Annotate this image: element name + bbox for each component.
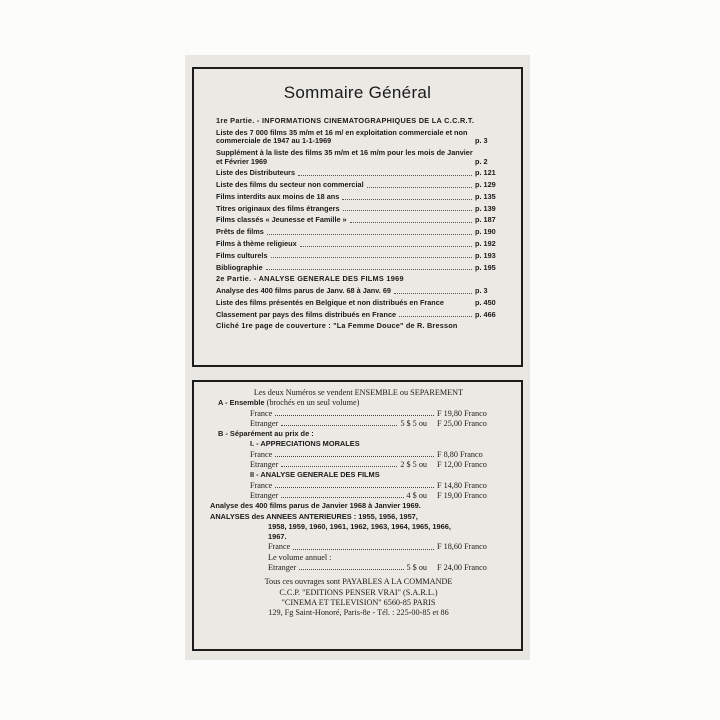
dot-leader	[399, 316, 472, 317]
price-row	[250, 409, 507, 419]
price-label: France	[268, 542, 291, 552]
price-dollar: 4 $ ou	[406, 490, 427, 500]
toc-entry	[216, 252, 507, 261]
dot-leader	[275, 450, 434, 457]
toc-entry-page: p. 3	[475, 285, 488, 295]
summary-title: Sommaire Général	[283, 83, 432, 102]
toc-entry	[216, 181, 507, 190]
toc-entry-page: p. 129	[475, 180, 496, 190]
toc-entry	[216, 228, 507, 237]
section-b-label: B - Séparément au prix de :	[218, 429, 314, 439]
annual-label: Le volume annuel :	[268, 552, 332, 562]
pricing-box	[192, 380, 523, 651]
toc-entry-page: p. 466	[475, 309, 496, 319]
dot-leader	[343, 210, 472, 211]
toc-entry	[216, 149, 507, 166]
price-label: Etranger	[250, 460, 279, 470]
dot-leader	[293, 542, 434, 549]
toc-entry-text: Liste des films présentés en Belgique et non distribués en France	[216, 297, 444, 307]
toc-entry-page: p. 193	[475, 250, 496, 260]
dot-leader	[271, 257, 473, 258]
section-a-note: (brochés en un seul volume)	[266, 398, 360, 408]
price-label: France	[250, 449, 273, 459]
previous-years-line2: 1958, 1959, 1960, 1961, 1962, 1963, 1964, 1965, 1966,	[268, 521, 451, 531]
part1-heading: 1re Partie. - INFORMATIONS CINEMATOGRAPHIQUES DE LA C.C.R.T.	[216, 116, 475, 125]
summary-box	[192, 67, 523, 367]
toc-entry-page: p. 135	[475, 191, 496, 201]
previous-years-line3: 1967.	[268, 532, 287, 542]
toc-entry-page: p. 450	[475, 297, 496, 307]
price-franc: F 12,00 Franco	[437, 460, 487, 470]
footer-ccp: C.C.P. "EDITIONS PENSER VRAI" (S.A.R.L.)	[279, 587, 438, 597]
dot-leader	[367, 187, 472, 188]
price-franc: F 18,60 Franco	[437, 542, 487, 552]
footer-address: 129, Fg Saint-Honoré, Paris-8e - Tél. : 225-00-85 et 86	[268, 608, 449, 618]
toc-entry-page: p. 190	[475, 227, 496, 237]
previous-years-line1: ANALYSES des ANNEES ANTERIEURES : 1955, 1956, 1957,	[210, 511, 418, 521]
price-franc: F 14,80 Franco	[437, 480, 487, 490]
section-a	[210, 398, 507, 408]
dot-leader	[300, 246, 472, 247]
price-label: France	[250, 408, 273, 418]
price-label: France	[250, 480, 273, 490]
price-row	[268, 563, 507, 573]
price-dollar: 5 $ 5 ou	[400, 418, 427, 428]
section-b2-prices	[210, 481, 507, 502]
toc-entry-text: Analyse des 400 films parus de Janv. 68 à Janv. 69	[216, 285, 391, 295]
toc-entry	[216, 205, 507, 214]
price-label: Etranger	[268, 563, 297, 573]
section-a-label: A - Ensemble	[218, 398, 265, 408]
dot-leader	[281, 460, 397, 467]
price-label: Etranger	[250, 490, 279, 500]
toc-entry-text: Films culturels	[216, 250, 268, 260]
dot-leader	[299, 563, 403, 570]
price-franc: F 24,00 Franco	[437, 563, 487, 573]
price-row	[250, 481, 507, 491]
table-of-contents	[216, 117, 507, 331]
dot-leader	[281, 419, 397, 426]
toc-entry-text: Liste des films du secteur non commercial	[216, 180, 364, 190]
price-dollar: 5 $ ou	[406, 563, 427, 573]
price-franc: F 19,00 Franco	[437, 490, 487, 500]
price-row	[268, 542, 507, 552]
toc-entry	[216, 311, 507, 320]
toc-entry-text: Titres originaux des films étrangers	[216, 203, 340, 213]
toc-entry	[216, 299, 507, 308]
dot-leader	[275, 409, 434, 416]
toc-entry-page: p. 187	[475, 215, 496, 225]
toc-entry	[216, 193, 507, 202]
pricing-intro: Les deux Numéros se vendent ENSEMBLE ou SEPAREMENT	[253, 388, 464, 397]
cover-credit: Cliché 1re page de couverture : "La Femme Douce" de R. Bresson	[216, 321, 458, 331]
dot-leader	[298, 175, 472, 176]
toc-entry-page: p. 2	[475, 156, 488, 166]
analyse-line: Analyse des 400 films parus de Janvier 1968 à Janvier 1969.	[210, 501, 421, 511]
footer-cinema: "CINEMA ET TELEVISION" 6560-85 PARIS	[281, 597, 436, 607]
price-row	[250, 460, 507, 470]
toc-entry	[216, 240, 507, 249]
toc-entry	[216, 264, 507, 273]
price-franc: F 8,80 Franco	[437, 449, 483, 459]
toc-entry-text: Films à thème religieux	[216, 239, 297, 249]
price-dollar: 2 $ 5 ou	[400, 460, 427, 470]
toc-entry-page: p. 195	[475, 262, 496, 272]
toc-entry	[216, 169, 507, 178]
dot-leader	[394, 293, 472, 294]
dot-leader	[267, 234, 472, 235]
toc-entry	[216, 216, 507, 225]
toc-entry-text: Supplément à la liste des films 35 m/m et 16 m/m pour les mois de Janvier et Février 1969	[216, 147, 473, 166]
price-row	[250, 491, 507, 501]
section-b1-label: I. - APPRECIATIONS MORALES	[250, 439, 360, 449]
toc-entry	[216, 287, 507, 296]
toc-entry-text: Films classés « Jeunesse et Famille »	[216, 215, 347, 225]
toc-entry-text: Bibliographie	[216, 262, 263, 272]
dot-leader	[350, 222, 472, 223]
toc-entry-text: Films interdits aux moins de 18 ans	[216, 191, 340, 201]
price-row	[250, 450, 507, 460]
annual-prices	[210, 563, 507, 573]
footer-payable: Tous ces ouvrages sont PAYABLES A LA COMMANDE	[264, 577, 453, 587]
dot-leader	[266, 269, 472, 270]
previous-years-prices	[210, 542, 507, 552]
price-franc: F 25,00 Franco	[437, 418, 487, 428]
price-label: Etranger	[250, 418, 279, 428]
toc-entry	[216, 129, 507, 146]
section-a-prices	[210, 409, 507, 430]
section-b1-prices	[210, 450, 507, 471]
price-franc: F 19,80 Franco	[437, 408, 487, 418]
toc-entry-page: p. 139	[475, 203, 496, 213]
toc-entry-text: Liste des Distributeurs	[216, 168, 296, 178]
dot-leader	[342, 199, 472, 200]
dot-leader	[275, 481, 434, 488]
toc-entry-page: p. 192	[475, 239, 496, 249]
toc-entry-page: p. 3	[475, 136, 488, 146]
section-b2-label: II - ANALYSE GENERALE DES FILMS	[250, 470, 380, 480]
toc-entry-text: Prêts de films	[216, 227, 264, 237]
toc-entry-page: p. 121	[475, 168, 496, 178]
part2-heading: 2e Partie. - ANALYSE GENERALE DES FILMS 1969	[216, 274, 404, 284]
pricing-content	[210, 388, 507, 619]
price-row	[250, 419, 507, 429]
dot-leader	[281, 491, 403, 498]
toc-entry-text: Classement par pays des films distribués en France	[216, 309, 397, 319]
toc-entry-text: Liste des 7 000 films 35 m/m et 16 m/ en exploitation commerciale et non commerciale de 1947 au 1-1-1969	[216, 127, 468, 146]
